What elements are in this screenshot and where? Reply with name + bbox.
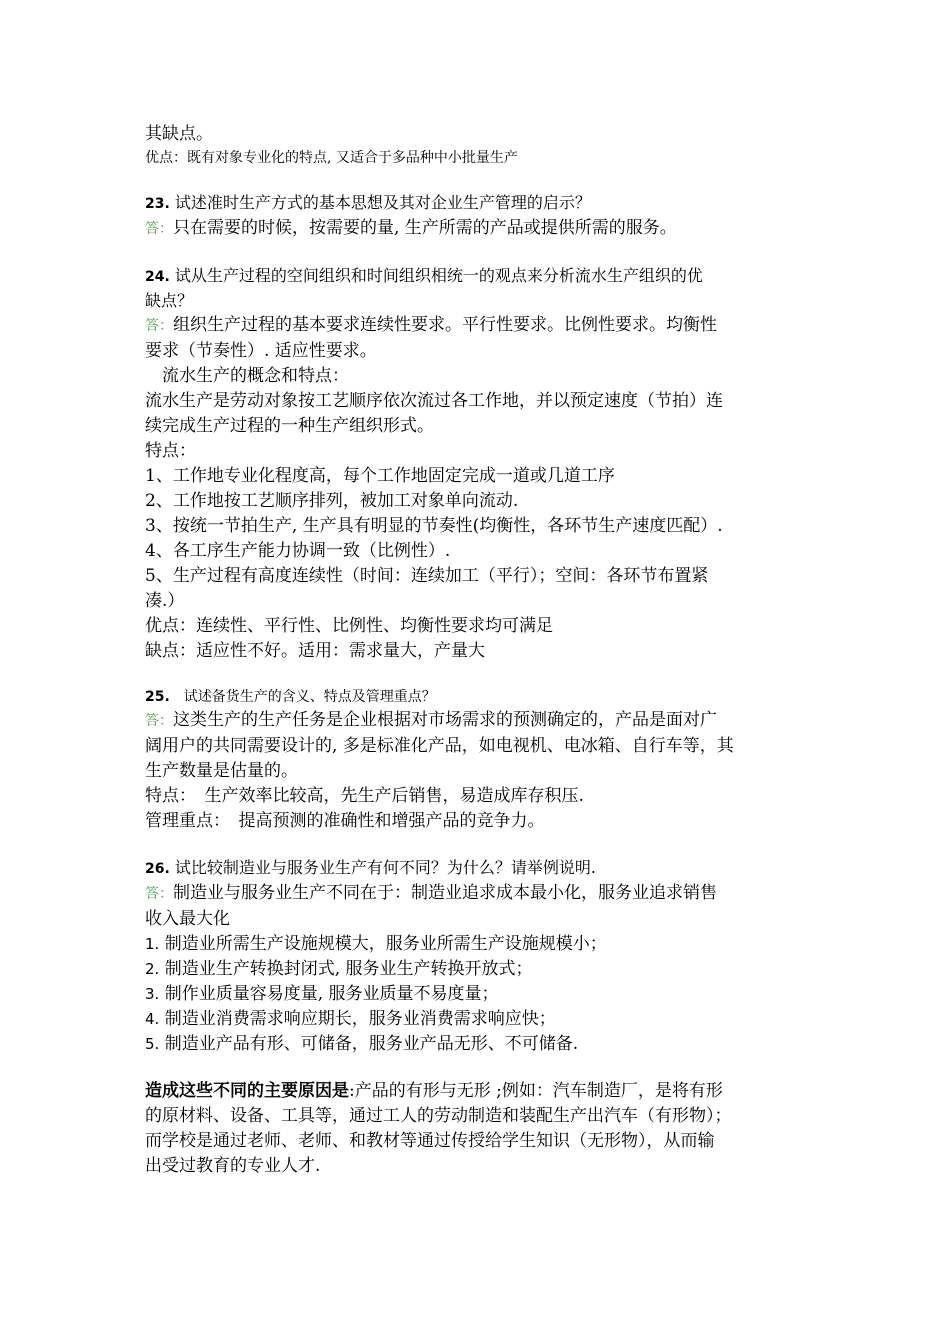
- answer-line: 管理重点： 提高预测的准确性和增强产品的竞争力。: [145, 811, 545, 831]
- question-text: 试比较制造业与服务业生产有何不同？为什么？请举例说明.: [169, 858, 596, 877]
- answer-line: 答：组织生产过程的基本要求连续性要求。平行性要求。比例性要求。均衡性: [145, 315, 717, 335]
- list-item: 5、生产过程有高度连续性（时间：连续加工（平行）；空间：各环节布置紧: [145, 566, 709, 586]
- reason-line: 的原材料、设备、工具等，通过工人的劳动制造和装配生产出汽车（有形物）；: [145, 1106, 732, 1126]
- answer-line: 特点：: [145, 441, 196, 461]
- answer-line: 答：制造业与服务业生产不同在于：制造业追求成本最小化，服务业追求销售: [145, 883, 717, 903]
- reason-heading: 造成这些不同的主要原因是: [145, 1081, 349, 1101]
- answer-tag: 答：: [145, 318, 173, 334]
- answer-tag: 答：: [145, 221, 173, 237]
- answer-line: 续完成生产过程的一种生产组织形式。: [145, 416, 434, 436]
- reason-line: 出受过教育的专业人才.: [145, 1156, 321, 1176]
- question-24: [145, 264, 815, 289]
- answer-line: 流水生产是劳动对象按工艺顺序依次流过各工作地，并以预定速度（节拍）连: [145, 391, 723, 411]
- list-item: 3、按统一节拍生产, 生产具有明显的节奏性(均衡性，各环节生产速度匹配）.: [145, 516, 723, 536]
- list-item: 3. 制作业质量容易度量, 服务业质量不易度量；: [145, 984, 499, 1004]
- answer-line: 流水生产的概念和特点：: [162, 366, 349, 386]
- answer-line: 优点：连续性、平行性、比例性、均衡性要求均可满足: [145, 616, 553, 636]
- question-25: [145, 686, 815, 708]
- list-item: 2. 制造业生产转换封闭式, 服务业生产转换开放式；: [145, 959, 533, 979]
- list-item: 4. 制造业消费需求响应期长，服务业消费需求响应快；: [145, 1009, 556, 1029]
- answer-line: 特点： 生产效率比较高，先生产后销售，易造成库存积压.: [145, 786, 584, 806]
- answer-line: 答：这类生产的生产任务是企业根据对市场需求的预测确定的，产品是面对广: [145, 710, 717, 730]
- reason-line: 造成这些不同的主要原因是:产品的有形与无形 ;例如：汽车制造厂，是将有形: [145, 1081, 723, 1101]
- answer-line: 缺点：适应性不好。适用：需求量大，产量大: [145, 641, 485, 661]
- text-line: 优点：既有对象专业化的特点, 又适合于多品种中小批量生产: [145, 150, 518, 166]
- list-item: 2、工作地按工艺顺序排列，被加工对象单向流动.: [145, 491, 519, 511]
- answer-line: 收入最大化: [145, 909, 230, 929]
- question-text: 缺点？: [145, 291, 194, 310]
- answer-line: 答：只在需要的时候，按需要的量, 生产所需的产品或提供所需的服务。: [145, 218, 677, 238]
- list-item: 1、工作地专业化程度高，每个工作地固定完成一道或几道工序: [145, 466, 615, 486]
- list-item: 1. 制造业所需生产设施规模大，服务业所需生产设施规模小；: [145, 934, 607, 954]
- answer-tag: 答：: [145, 713, 173, 729]
- question-26: [145, 856, 815, 881]
- answer-tag: 答：: [145, 886, 173, 902]
- text-line: 其缺点。: [145, 124, 213, 144]
- question-text: 试述准时生产方式的基本思想及其对企业生产管理的启示？: [169, 193, 591, 212]
- question-number: 23.: [145, 196, 170, 212]
- question-number: 26.: [145, 861, 170, 877]
- answer-line: 生产数量是估量的。: [145, 761, 298, 781]
- reason-line: 而学校是通过老师、老师、和教材等通过传授给学生知识（无形物），从而输: [145, 1131, 715, 1151]
- question-number: 25.: [145, 689, 170, 705]
- document-body: [145, 122, 815, 1179]
- list-item: 4、各工序生产能力协调一致（比例性）.: [145, 541, 451, 561]
- list-item: 5. 制造业产品有形、可储备，服务业产品无形、不可储备.: [145, 1034, 579, 1054]
- question-text: 试述备货生产的含义、特点及管理重点？: [169, 689, 436, 705]
- question-23: [145, 191, 815, 216]
- answer-line: 阔用户的共同需要设计的, 多是标准化产品，如电视机、电冰箱、自行车等，其: [145, 736, 734, 756]
- question-number: 24.: [145, 269, 170, 285]
- answer-line: 凑.）: [145, 591, 185, 611]
- answer-line: 要求（节奏性）. 适应性要求。: [145, 341, 377, 361]
- question-text: 试从生产过程的空间组织和时间组织相统一的观点来分析流水生产组织的优: [169, 266, 703, 285]
